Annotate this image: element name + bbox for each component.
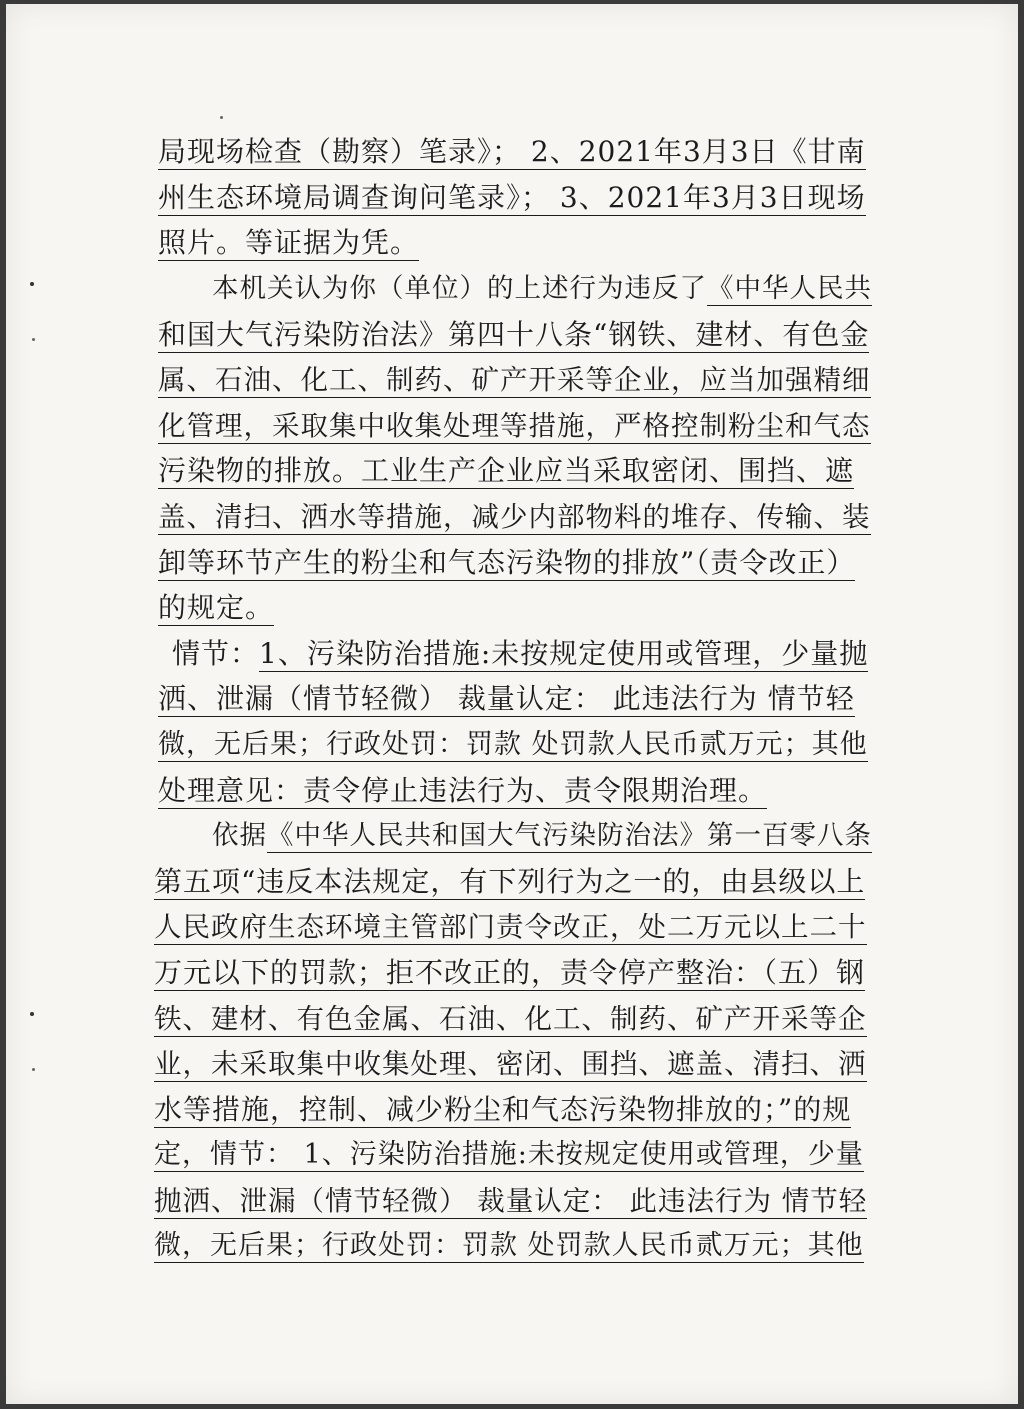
line-underlined-text: 第五项“违反本法规定，有下列行为之一的，由县级以上 (154, 865, 866, 898)
text-line (158, 132, 866, 172)
scan-speck (32, 1068, 35, 1071)
line-underlined-text: 《中华人民共和国大气污染防治法》第一百零八条 (267, 820, 872, 851)
line-underlined-text: 污染物的排放。工业生产企业应当采取密闭、围挡、遮 (158, 454, 855, 487)
line-underlined-text: 局现场检查（勘察）笔录》； 2、2021年3月3日《甘南 (158, 135, 866, 168)
line-underlined-text: 卸等环节产生的粉尘和气态污染物的排放”（责令改正） (158, 546, 856, 579)
scan-speck (32, 338, 35, 341)
line-underlined-text: 1、污染防治措施:未按规定使用或管理，少量抛 (259, 637, 869, 670)
text-line (158, 406, 871, 446)
text-line (154, 1090, 851, 1130)
line-prefix: 依据 (212, 820, 267, 851)
line-underlined-text: 的规定。 (158, 591, 275, 624)
text-line (158, 360, 871, 400)
text-line (154, 953, 865, 993)
line-underlined-text: 属、石油、化工、制药、矿产开采等企业，应当加强精细 (158, 364, 871, 396)
line-underlined-text: 业，未采取集中收集处理、密闭、围挡、遮盖、清扫、洒 (154, 1048, 867, 1080)
line-underlined-text: 处理意见：责令停止违法行为、责令限期治理。 (158, 774, 768, 807)
text-line (158, 543, 855, 583)
text-line (154, 862, 865, 902)
text-line (172, 634, 868, 674)
text-line (154, 1226, 864, 1266)
text-line (154, 907, 867, 947)
text-line (158, 771, 767, 811)
text-line (158, 725, 868, 765)
text-line (154, 999, 867, 1039)
text-line (158, 315, 869, 355)
line-underlined-text: 《中华人民共 (707, 273, 872, 304)
line-underlined-text: 照片。等证据为凭。 (158, 226, 420, 259)
document-page (6, 4, 1018, 1404)
line-underlined-text: 化管理，采取集中收集处理等措施，严格控制粉尘和气态 (158, 410, 871, 442)
line-prefix: 本机关认为你（单位）的上述行为违反了 (212, 273, 707, 304)
text-line (158, 451, 854, 491)
line-underlined-text: 铁、建材、有色金属、石油、化工、制药、矿产开采等企 (154, 1003, 867, 1035)
scan-speck (30, 1012, 34, 1016)
line-prefix: 情节： (172, 637, 260, 670)
line-underlined-text: 人民政府生态环境主管部门责令改正，处二万元以上二十 (154, 911, 867, 943)
line-underlined-text: 微，无后果；行政处罚：罚款 处罚款人民币贰万元；其他 (158, 729, 868, 760)
line-underlined-text: 州生态环境局调查询问笔录》； 3、2021年3月3日现场 (158, 181, 866, 214)
line-underlined-text: 水等措施，控制、减少粉尘和气态污染物排放的；”的规 (154, 1093, 852, 1126)
line-underlined-text: 抛洒、泄漏（情节轻微） 裁量认定： 此违法行为 情节轻 (154, 1185, 868, 1217)
scan-speck (30, 282, 34, 286)
line-underlined-text: 微，无后果；行政处罚：罚款 处罚款人民币贰万元；其他 (154, 1230, 864, 1261)
text-line (158, 223, 419, 263)
text-line (158, 178, 866, 218)
text-line (154, 1135, 864, 1175)
line-underlined-text: 洒、泄漏（情节轻微） 裁量认定： 此违法行为 情节轻 (158, 682, 855, 715)
text-line (158, 588, 274, 628)
text-line (212, 269, 872, 309)
text-line (154, 1044, 867, 1084)
line-underlined-text: 万元以下的罚款；拒不改正的，责令停产整治：（五）钢 (154, 956, 866, 989)
text-line (212, 816, 872, 856)
text-line (158, 497, 871, 537)
text-line (158, 679, 855, 719)
line-underlined-text: 和国大气污染防治法》第四十八条“钢铁、建材、有色金 (158, 318, 870, 351)
scan-speck (220, 116, 223, 119)
line-underlined-text: 定，情节： 1、污染防治措施:未按规定使用或管理，少量 (154, 1139, 864, 1170)
text-line (154, 1181, 867, 1221)
line-underlined-text: 盖、清扫、洒水等措施，减少内部物料的堆存、传输、装 (158, 501, 871, 533)
